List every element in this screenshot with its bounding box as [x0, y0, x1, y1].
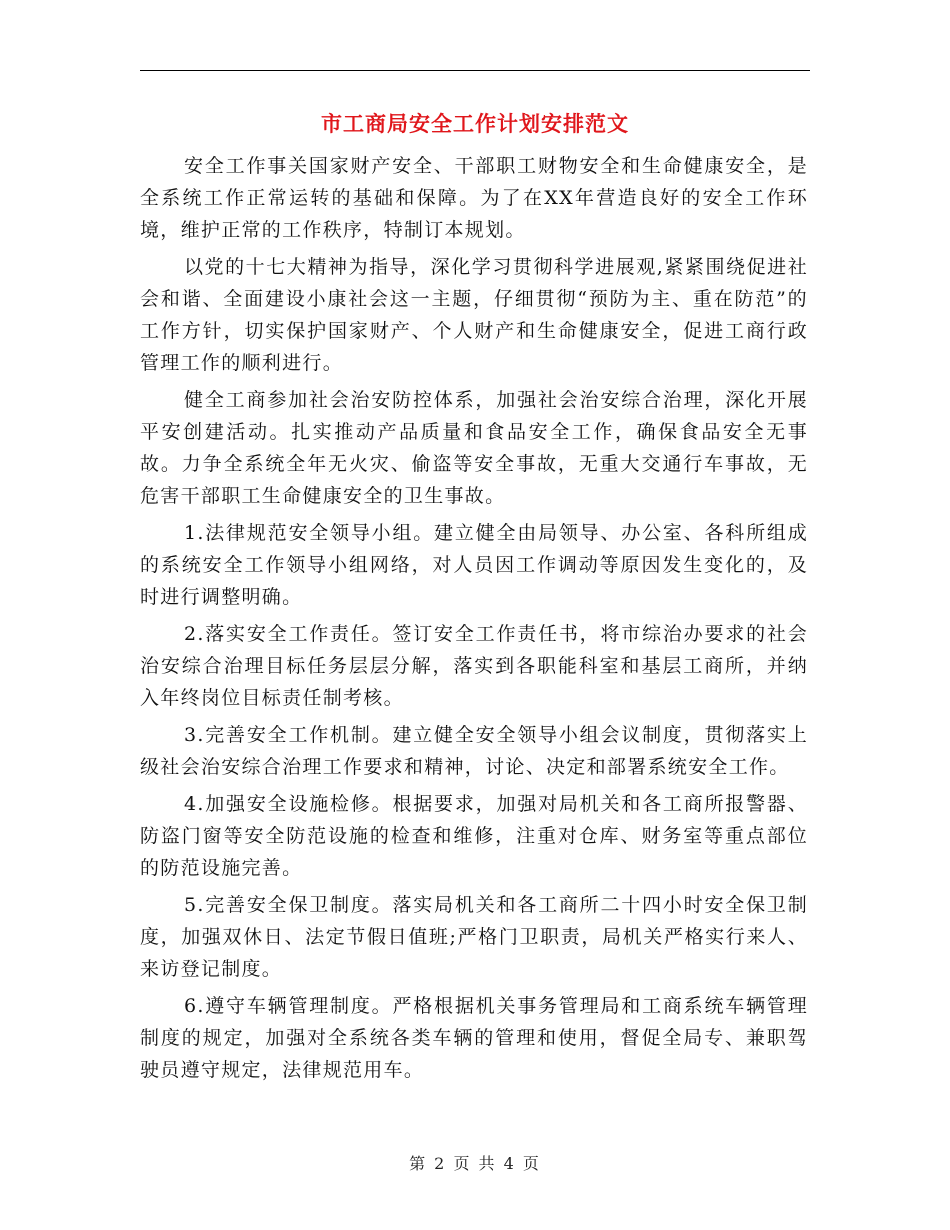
document-body — [140, 150, 808, 1091]
paragraph-item-3: 3.完善安全工作机制。建立健全安全领导小组会议制度，贯彻落实上级社会治安综合治理工作要求和精神，讨论、决定和部署系统安全工作。 — [140, 724, 808, 778]
paragraph-item-4: 4.加强安全设施检修。根据要求，加强对局机关和各工商所报警器、防盗门窗等安全防范设施的检查和维修，注重对仓库、财务室等重点部位的防范设施完善。 — [140, 793, 808, 879]
paragraph-goals: 健全工商参加社会治安防控体系，加强社会治安综合治理，深化开展平安创建活动。扎实推动产品质量和食品安全工作，确保食品安全无事故。力争全系统全年无火灾、偷盗等安全事故，无重大交通行车事故，无危害干部职工生命健康安全的卫生事故。 — [140, 389, 808, 507]
paragraph-item-5: 5.完善安全保卫制度。落实局机关和各工商所二十四小时安全保卫制度，加强双休日、法定节假日值班;严格门卫职责，局机关严格实行来人、来访登记制度。 — [140, 894, 808, 980]
page-number-footer: 第 2 页 共 4 页 — [409, 1154, 541, 1173]
paragraph-item-1: 1.法律规范安全领导小组。建立健全由局领导、办公室、各科所组成的系统安全工作领导小组网络，对人员因工作调动等原因发生变化的，及时进行调整明确。 — [140, 522, 808, 608]
document-title: 市工商局安全工作计划安排范文 — [321, 112, 629, 136]
header-rule — [140, 70, 810, 71]
paragraph-item-2: 2.落实安全工作责任。签订安全工作责任书，将市综治办要求的社会治安综合治理目标任务层层分解，落实到各职能科室和基层工商所，并纳入年终岗位目标责任制考核。 — [140, 623, 808, 709]
paragraph-item-6: 6.遵守车辆管理制度。严格根据机关事务管理局和工商系统车辆管理制度的规定，加强对全系统各类车辆的管理和使用，督促全局专、兼职驾驶员遵守规定，法律规范用车。 — [140, 995, 808, 1081]
paragraph-intro: 安全工作事关国家财产安全、干部职工财物安全和生命健康安全，是全系统工作正常运转的基础和保障。为了在XX年营造良好的安全工作环境，维护正常的工作秩序，特制订本规划。 — [140, 155, 808, 241]
paragraph-guideline: 以党的十七大精神为指导，深化学习贯彻科学进展观,紧紧围绕促进社会和谐、全面建设小康社会这一主题，仔细贯彻“预防为主、重在防范”的工作方针，切实保护国家财产、个人财产和生命健康安全，促进工商行政管理工作的顺利进行。 — [140, 256, 808, 374]
